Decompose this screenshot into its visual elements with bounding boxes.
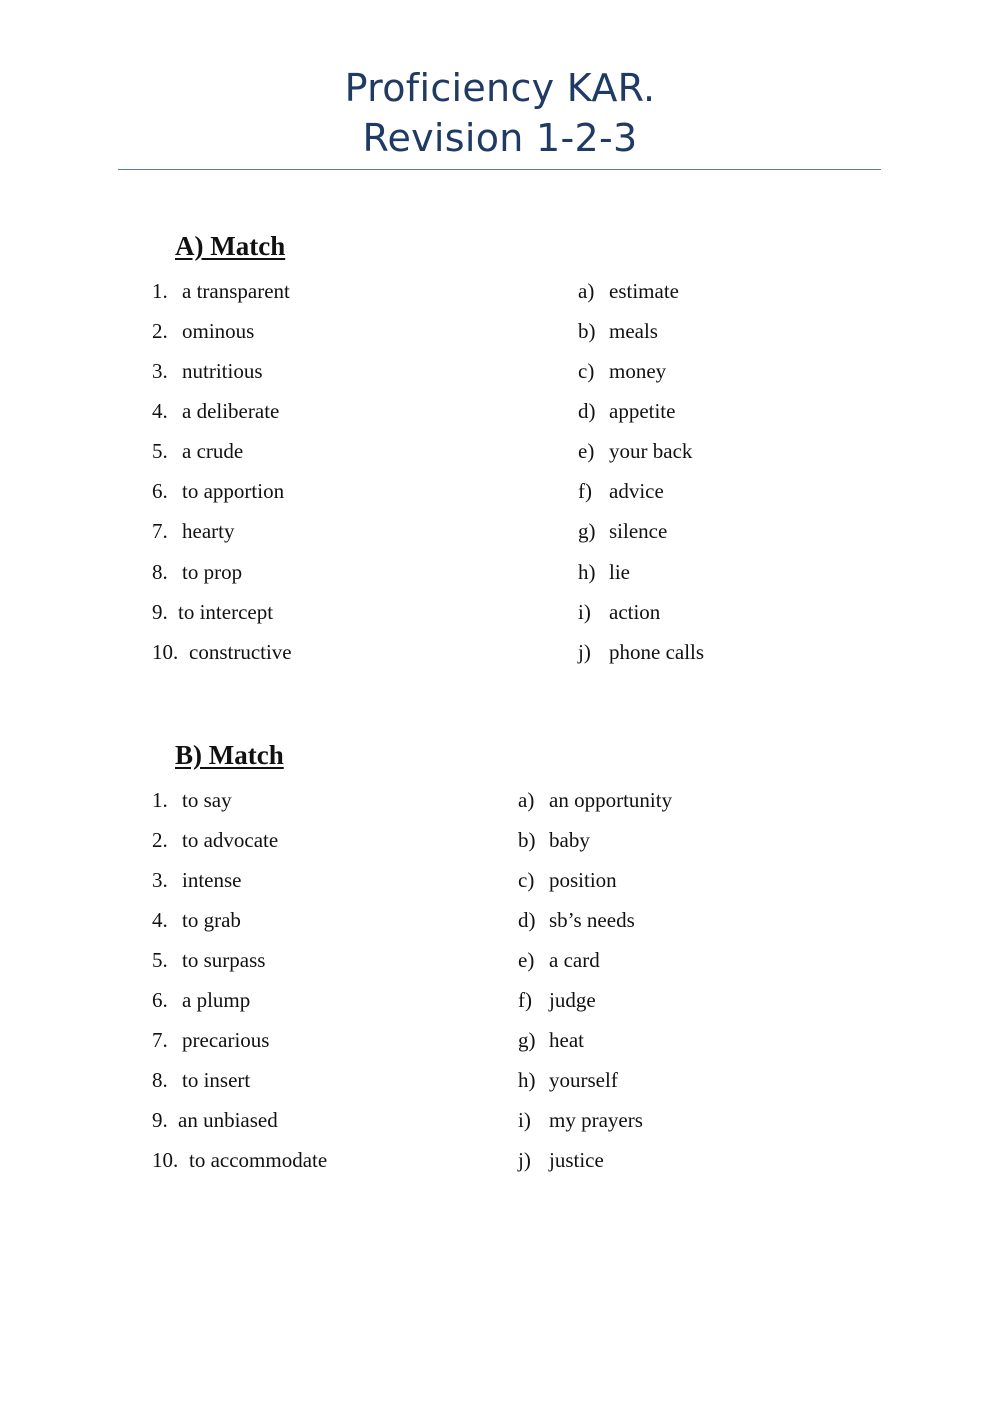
option-word: heat: [549, 1028, 584, 1052]
option-word: advice: [609, 479, 664, 503]
option-word: baby: [549, 828, 590, 852]
match-row: [0, 516, 1000, 546]
item-number: 10.: [152, 1148, 179, 1172]
item-word: constructive: [189, 640, 292, 664]
option-letter: b): [518, 828, 536, 852]
option-letter: b): [578, 319, 596, 343]
option-word: money: [609, 359, 667, 383]
item-number: 8.: [152, 560, 168, 584]
item-number: 7.: [152, 1028, 168, 1052]
title-divider: [118, 169, 881, 170]
match-row: [0, 597, 1000, 627]
item-word: an unbiased: [178, 1108, 278, 1132]
option-letter: i): [578, 600, 591, 624]
item-word: to apportion: [182, 479, 285, 503]
option-letter: e): [578, 439, 595, 463]
item-word: intense: [182, 868, 242, 892]
match-row: [0, 865, 1000, 895]
item-word: a deliberate: [182, 399, 280, 423]
match-row: [0, 1065, 1000, 1095]
option-word: an opportunity: [549, 788, 673, 812]
option-word: meals: [609, 319, 658, 343]
item-word: to accommodate: [189, 1148, 328, 1172]
page-subtitle: Revision 1-2-3: [362, 116, 638, 160]
item-number: 9.: [152, 1108, 168, 1132]
option-letter: g): [518, 1028, 536, 1052]
item-word: to intercept: [178, 600, 274, 624]
item-word: precarious: [182, 1028, 270, 1052]
item-number: 5.: [152, 948, 168, 972]
item-word: nutritious: [182, 359, 263, 383]
item-number: 2.: [152, 319, 168, 343]
option-letter: a): [518, 788, 535, 812]
item-number: 5.: [152, 439, 168, 463]
item-number: 9.: [152, 600, 168, 624]
item-number: 3.: [152, 868, 168, 892]
option-word: lie: [609, 560, 630, 584]
item-number: 7.: [152, 519, 168, 543]
option-word: yourself: [549, 1068, 618, 1092]
item-word: a plump: [182, 988, 251, 1012]
item-number: 3.: [152, 359, 168, 383]
section-a-heading: A) Match: [175, 231, 286, 261]
item-number: 10.: [152, 640, 179, 664]
option-letter: d): [518, 908, 536, 932]
option-word: justice: [549, 1148, 604, 1172]
section-b-heading: B) Match: [175, 740, 284, 770]
item-number: 4.: [152, 399, 168, 423]
match-row: [0, 785, 1000, 815]
option-letter: j): [518, 1148, 531, 1172]
item-word: hearty: [182, 519, 235, 543]
item-word: to advocate: [182, 828, 279, 852]
item-word: to prop: [182, 560, 243, 584]
option-letter: c): [578, 359, 595, 383]
item-word: a crude: [182, 439, 244, 463]
option-word: a card: [549, 948, 600, 972]
item-word: to insert: [182, 1068, 251, 1092]
item-word: to surpass: [182, 948, 266, 972]
option-letter: d): [578, 399, 596, 423]
match-row: [0, 1025, 1000, 1055]
option-letter: j): [578, 640, 591, 664]
option-word: your back: [609, 439, 693, 463]
match-row: [0, 316, 1000, 346]
match-row: [0, 825, 1000, 855]
item-number: 1.: [152, 788, 168, 812]
option-word: phone calls: [609, 640, 705, 664]
match-row: [0, 356, 1000, 386]
option-letter: h): [578, 560, 596, 584]
match-row: [0, 637, 1000, 667]
page-title: Proficiency KAR.: [344, 66, 656, 110]
item-number: 2.: [152, 828, 168, 852]
item-number: 6.: [152, 479, 168, 503]
item-number: 1.: [152, 279, 168, 303]
option-letter: g): [578, 519, 596, 543]
option-letter: h): [518, 1068, 536, 1092]
item-number: 8.: [152, 1068, 168, 1092]
option-word: silence: [609, 519, 668, 543]
item-word: to say: [182, 788, 232, 812]
match-row: [0, 476, 1000, 506]
match-row: [0, 276, 1000, 306]
match-row: [0, 557, 1000, 587]
match-row: [0, 905, 1000, 935]
match-row: [0, 396, 1000, 426]
match-row: [0, 436, 1000, 466]
option-word: sb’s needs: [549, 908, 635, 932]
item-word: a transparent: [182, 279, 290, 303]
item-number: 6.: [152, 988, 168, 1012]
option-letter: f): [578, 479, 592, 503]
option-word: appetite: [609, 399, 676, 423]
item-word: to grab: [182, 908, 241, 932]
option-letter: e): [518, 948, 535, 972]
option-word: my prayers: [549, 1108, 643, 1132]
option-word: judge: [549, 988, 596, 1012]
item-number: 4.: [152, 908, 168, 932]
option-letter: c): [518, 868, 535, 892]
match-row: [0, 1105, 1000, 1135]
option-letter: f): [518, 988, 532, 1012]
match-row: [0, 985, 1000, 1015]
option-word: position: [549, 868, 617, 892]
match-row: [0, 1145, 1000, 1175]
item-word: ominous: [182, 319, 255, 343]
option-word: estimate: [609, 279, 679, 303]
option-letter: i): [518, 1108, 531, 1132]
option-word: action: [609, 600, 661, 624]
match-row: [0, 945, 1000, 975]
option-letter: a): [578, 279, 595, 303]
